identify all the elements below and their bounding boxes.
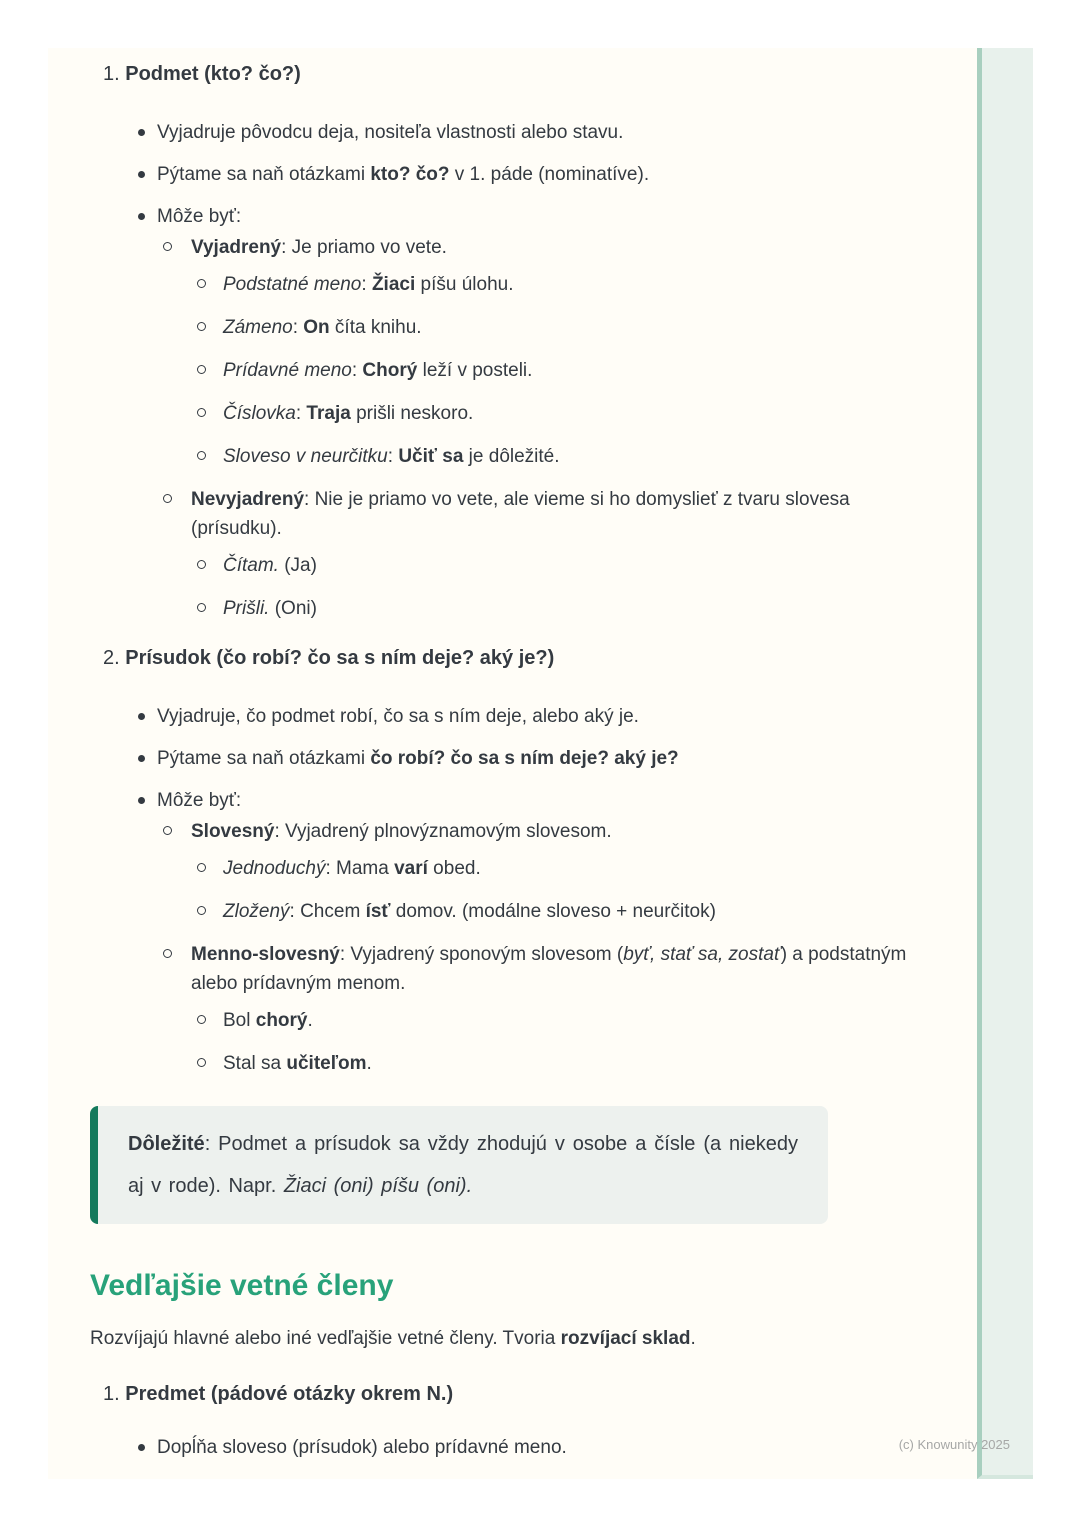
list-item: Zložený: Chcem ísť domov. (modálne sloveso + neurčitok) (191, 897, 935, 926)
section-heading-podmet (90, 59, 935, 89)
list-item-text: Menno-slovesný: Vyjadrený sponovým slovesom (byť, stať sa, zostať) a podstatným alebo prídavným menom. (191, 944, 907, 994)
list-item: Podstatné meno: Žiaci píšu úlohu. (191, 270, 935, 299)
vyjadreny-examples (191, 270, 935, 471)
section-heading-predmet (90, 1379, 935, 1409)
list-item-text: Môže byť: (157, 206, 242, 227)
list-item-text: Slovesný: Vyjadrený plnovýznamovým slovesom. (191, 821, 612, 842)
list-item (157, 485, 935, 623)
section-heading-prisudok (90, 643, 935, 673)
list-item: Pýtame sa naň otázkami kto? čo? v 1. páde (nominatíve). (90, 160, 935, 189)
list-item-text: Nevyjadrený: Nie je priamo vo vete, ale vieme si ho domyslieť z tvaru slovesa (prísudku). (191, 489, 850, 539)
list-item: Jednoduchý: Mama varí obed. (191, 854, 935, 883)
predmet-list (90, 1433, 935, 1462)
list-item (90, 786, 935, 1078)
podmet-sublist (157, 233, 935, 623)
list-item (157, 233, 935, 471)
copyright-watermark: (c) Knowunity 2025 (898, 1437, 1010, 1452)
section-title: Predmet (pádové otázky okrem N.) (125, 1383, 454, 1405)
list-item: Sloveso v neurčitku: Učiť sa je dôležité. (191, 442, 935, 471)
section-number: 1. (103, 63, 120, 85)
list-item: Číslovka: Traja prišli neskoro. (191, 399, 935, 428)
section-title: Podmet (kto? čo?) (125, 63, 301, 85)
list-item (157, 817, 935, 926)
section-title: Prísudok (čo robí? čo sa s ním deje? aký je?) (125, 647, 555, 669)
nevyjadreny-examples (191, 551, 935, 623)
list-item: Vyjadruje, čo podmet robí, čo sa s ním deje, alebo aký je. (90, 702, 935, 731)
slovesny-examples (191, 854, 935, 926)
page-edge-stripe (977, 48, 1033, 1479)
list-item: Bol chorý. (191, 1006, 935, 1035)
prisudok-sublist (157, 817, 935, 1078)
section-number: 2. (103, 647, 120, 669)
menno-examples (191, 1006, 935, 1078)
list-item: Dopĺňa sloveso (prísudok) alebo prídavné meno. (90, 1433, 935, 1462)
document-content (90, 51, 935, 1475)
intro-paragraph: Rozvíjajú hlavné alebo iné vedľajšie vetné členy. Tvoria rozvíjací sklad. (90, 1328, 696, 1349)
list-item: Pýtame sa naň otázkami čo robí? čo sa s ním deje? aký je? (90, 744, 935, 773)
important-note-callout: Dôležité: Podmet a prísudok sa vždy zhodujú v osobe a čísle (a niekedy aj v rode). Napr. Žiaci (oni) píšu (oni). (90, 1106, 828, 1224)
list-item-text: Môže byť: (157, 790, 242, 811)
list-item (90, 202, 935, 623)
list-item: Prídavné meno: Chorý leží v posteli. (191, 356, 935, 385)
list-item: Zámeno: On číta knihu. (191, 313, 935, 342)
page-title-vedlajsie-vetne-cleny: Vedľajšie vetné členy (90, 1269, 394, 1302)
list-item: Čítam. (Ja) (191, 551, 935, 580)
prisudok-list (90, 702, 935, 1078)
podmet-list (90, 118, 935, 623)
list-item (157, 940, 935, 1078)
section-number: 1. (103, 1383, 120, 1405)
list-item: Stal sa učiteľom. (191, 1049, 935, 1078)
list-item-text: Vyjadrený: Je priamo vo vete. (191, 237, 447, 258)
list-item: Vyjadruje pôvodcu deja, nositeľa vlastnosti alebo stavu. (90, 118, 935, 147)
list-item: Prišli. (Oni) (191, 594, 935, 623)
